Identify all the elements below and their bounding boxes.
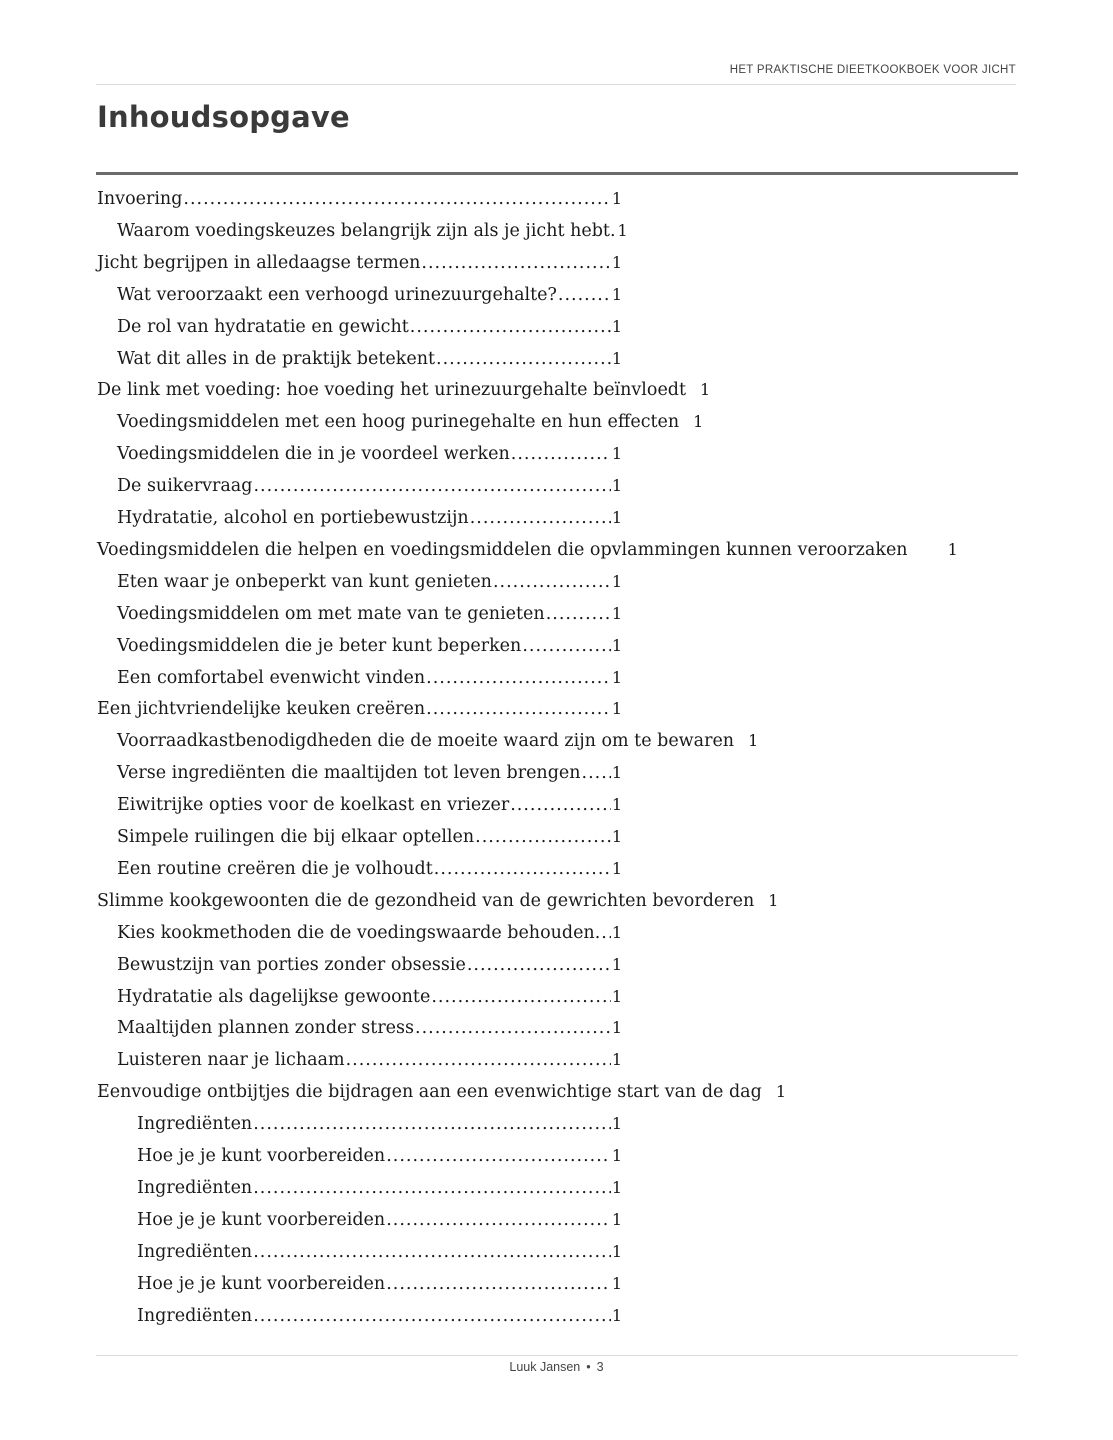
toc-entry-title: De link met voeding: hoe voeding het urinezuurgehalte beïnvloedt [97,380,687,401]
toc-entry[interactable] [117,284,622,306]
toc-entry[interactable] [117,762,622,784]
toc-entry[interactable] [137,1209,622,1231]
toc-entry-title: Ingrediënten [137,1241,253,1262]
toc-entry-page: 1 [775,1082,786,1102]
toc-entry-page: 1 [611,667,622,687]
footer-page-number: 3 [596,1360,604,1374]
toc-dot-leader [436,348,611,370]
toc-entry[interactable] [117,411,703,433]
toc-entry-title: Een routine creëren die je volhoudt [117,858,433,879]
toc-entry-page: 1 [611,444,622,464]
toc-entry-title: Ingrediënten [137,1114,253,1135]
toc-dot-leader [421,252,610,274]
toc-entry[interactable] [137,1113,622,1135]
toc-dot-leader [346,1049,611,1071]
toc-dot-leader [253,1305,611,1327]
toc-entry[interactable] [97,698,622,720]
toc-entry-page: 1 [611,1114,622,1134]
toc-entry-page: 1 [611,1146,622,1165]
toc-entry-title: Slimme kookgewoonten die de gezondheid van de gewrichten bevorderen [97,890,755,911]
running-header: HET PRAKTISCHE DIEETKOOKBOEK VOOR JICHT [729,64,1016,76]
toc-entry-title: Ingrediënten [137,1305,253,1326]
toc-entry-title: Eiwitrijke opties voor de koelkast en vriezer [117,795,510,816]
toc-entry-page: 1 [611,922,622,942]
toc-dot-leader [558,284,611,306]
toc-entry-page: 1 [611,476,622,496]
toc-entry[interactable] [117,1049,622,1071]
toc-entry[interactable] [117,571,622,593]
toc-entry[interactable] [117,603,622,625]
toc-entry[interactable] [117,220,628,242]
toc-entry[interactable] [117,635,622,657]
toc-entry-title: Jicht begrijpen in alledaagse termen [97,252,421,273]
toc-entry-page: 1 [611,1241,622,1261]
toc-dot-leader [546,603,611,625]
toc-entry-page: 1 [611,252,622,272]
toc-entry-title: Voedingsmiddelen die in je voordeel werken [117,444,510,465]
toc-entry-title: Simpele ruilingen die bij elkaar optellen [117,827,475,847]
toc-dot-leader [386,1209,611,1231]
toc-dot-leader [582,762,611,784]
toc-entry[interactable] [97,252,622,274]
toc-dot-leader [475,826,611,848]
toc-entry[interactable] [97,379,710,401]
toc-dot-leader [467,954,611,976]
toc-entry-title: Eten waar je onbeperkt van kunt genieten [117,571,492,592]
toc-entry-title: Ingrediënten [137,1177,253,1198]
toc-entry-title: Maaltijden plannen zonder stress [117,1018,415,1039]
toc-entry-page: 1 [611,189,622,208]
toc-entry-page: 1 [611,635,622,655]
toc-entry-page: 1 [611,858,622,878]
toc-entry-title: Wat veroorzaakt een verhoogd urinezuurgehalte? [117,284,557,305]
toc-entry[interactable] [97,1081,786,1103]
toc-entry-page: 1 [611,571,622,591]
toc-entry-title: Voedingsmiddelen om met mate van te genieten [117,603,545,624]
toc-entry[interactable] [117,316,622,338]
toc-entry-page: 1 [768,890,779,910]
toc-entry-page: 1 [611,1209,622,1229]
toc-dot-leader [426,698,611,720]
toc-entry[interactable] [117,858,622,880]
page-footer [0,1360,1113,1374]
footer-separator: • [586,1360,591,1374]
toc-entry-page: 1 [611,763,622,783]
toc-entry[interactable] [137,1145,622,1167]
toc-entry[interactable] [117,986,622,1008]
toc-entry[interactable] [137,1241,622,1263]
toc-entry[interactable] [97,539,958,561]
toc-entry-page: 1 [611,1177,622,1197]
toc-entry[interactable] [117,667,622,689]
toc-dot-leader [426,667,611,689]
toc-entry-page: 1 [611,795,622,815]
toc-entry[interactable] [117,475,622,497]
toc-entry[interactable] [137,1305,622,1327]
toc-entry[interactable] [117,1017,622,1039]
toc-dot-leader [386,1145,611,1167]
toc-entry-page: 1 [611,1050,622,1070]
toc-entry-page: 1 [617,220,628,240]
toc-dot-leader [183,188,610,210]
toc-entry[interactable] [117,794,622,816]
toc-entry-title: Een jichtvriendelijke keuken creëren [97,699,426,720]
toc-entry-page: 1 [611,348,622,368]
toc-entry-title: Hoe je je kunt voorbereiden [137,1209,386,1230]
toc-entry-page: 1 [611,699,622,719]
toc-entry[interactable] [137,1273,622,1295]
page-title: Inhoudsopgave [97,100,350,134]
toc-entry-page: 1 [611,284,622,304]
toc-entry-title: Hydratatie, alcohol en portiebewustzijn [117,508,469,528]
toc-dot-leader [470,507,611,529]
toc-entry-page: 1 [611,603,622,623]
toc-entry-title: Verse ingrediënten die maaltijden tot leven brengen [117,763,581,784]
toc-entry-page: 1 [611,827,622,846]
toc-entry[interactable] [117,348,622,370]
toc-entry-title: Voorraadkastbenodigdheden die de moeite waard zijn om te bewaren [117,731,735,752]
toc-entry[interactable] [97,188,622,210]
toc-dot-leader [253,475,610,497]
toc-entry[interactable] [117,826,622,848]
toc-entry-title: Wat dit alles in de praktijk betekent [117,348,436,369]
toc-dot-leader [510,794,611,816]
toc-entry-title: Luisteren naar je lichaam [117,1050,345,1071]
footer-divider [96,1355,1018,1356]
toc-entry-title: Invoering [97,189,183,209]
toc-entry-page: 1 [611,954,622,974]
toc-dot-leader [253,1177,611,1199]
toc-dot-leader [493,571,611,593]
toc-entry-page: 1 [700,380,711,400]
toc-dot-leader [386,1273,611,1295]
toc-dot-leader [601,922,611,944]
toc-entry-title: Een comfortabel evenwicht vinden [117,667,426,688]
toc-entry-title: Hoe je je kunt voorbereiden [137,1146,386,1166]
toc-dot-leader [253,1241,611,1263]
toc-entry-page: 1 [947,539,958,559]
toc-entry[interactable] [117,443,622,465]
toc-dot-leader [522,635,611,657]
toc-entry-page: 1 [611,1018,622,1038]
toc-entry-title: De rol van hydratatie en gewicht [117,316,409,337]
toc-entry[interactable] [117,507,622,529]
toc-entry-page: 1 [748,731,759,751]
toc-entry[interactable] [97,890,778,912]
toc-entry[interactable] [117,954,622,976]
toc-dot-leader [431,986,610,1008]
toc-entry-title: Hoe je je kunt voorbereiden [137,1273,386,1294]
toc-entry[interactable] [117,922,622,944]
toc-entry-page: 1 [693,412,704,432]
toc-dot-leader [434,858,611,880]
toc-dot-leader [253,1113,611,1135]
toc-dot-leader [410,316,611,338]
toc-entry-page: 1 [611,508,622,527]
toc-entry-page: 1 [611,1305,622,1325]
toc-entry[interactable] [137,1177,622,1199]
toc-entry-title: Kies kookmethoden die de voedingswaarde behouden. [117,922,601,943]
toc-entry-page: 1 [611,316,622,336]
toc-entry-title: Hydratatie als dagelijkse gewoonte [117,986,431,1007]
toc-entry-title: Voedingsmiddelen die je beter kunt beperken [117,635,522,656]
toc-entry-title: Voedingsmiddelen die helpen en voedingsmiddelen die opvlammingen kunnen veroorzaken [97,539,908,560]
toc-dot-leader [415,1017,611,1039]
toc-entry-title: Voedingsmiddelen met een hoog purinegehalte en hun effecten [117,412,680,433]
toc-entry[interactable] [117,730,758,752]
toc-dot-leader [511,443,611,465]
toc-entry-title: Bewustzijn van porties zonder obsessie [117,954,466,975]
toc-entry-page: 1 [611,1273,622,1293]
toc-entry-title: Waarom voedingskeuzes belangrijk zijn als je jicht hebt. [117,220,616,241]
footer-author: Luuk Jansen [509,1360,581,1374]
toc-entry-title: Eenvoudige ontbijtjes die bijdragen aan een evenwichtige start van de dag [97,1082,762,1103]
toc-entry-title: De suikervraag [117,476,253,497]
toc-entry-page: 1 [611,986,622,1006]
